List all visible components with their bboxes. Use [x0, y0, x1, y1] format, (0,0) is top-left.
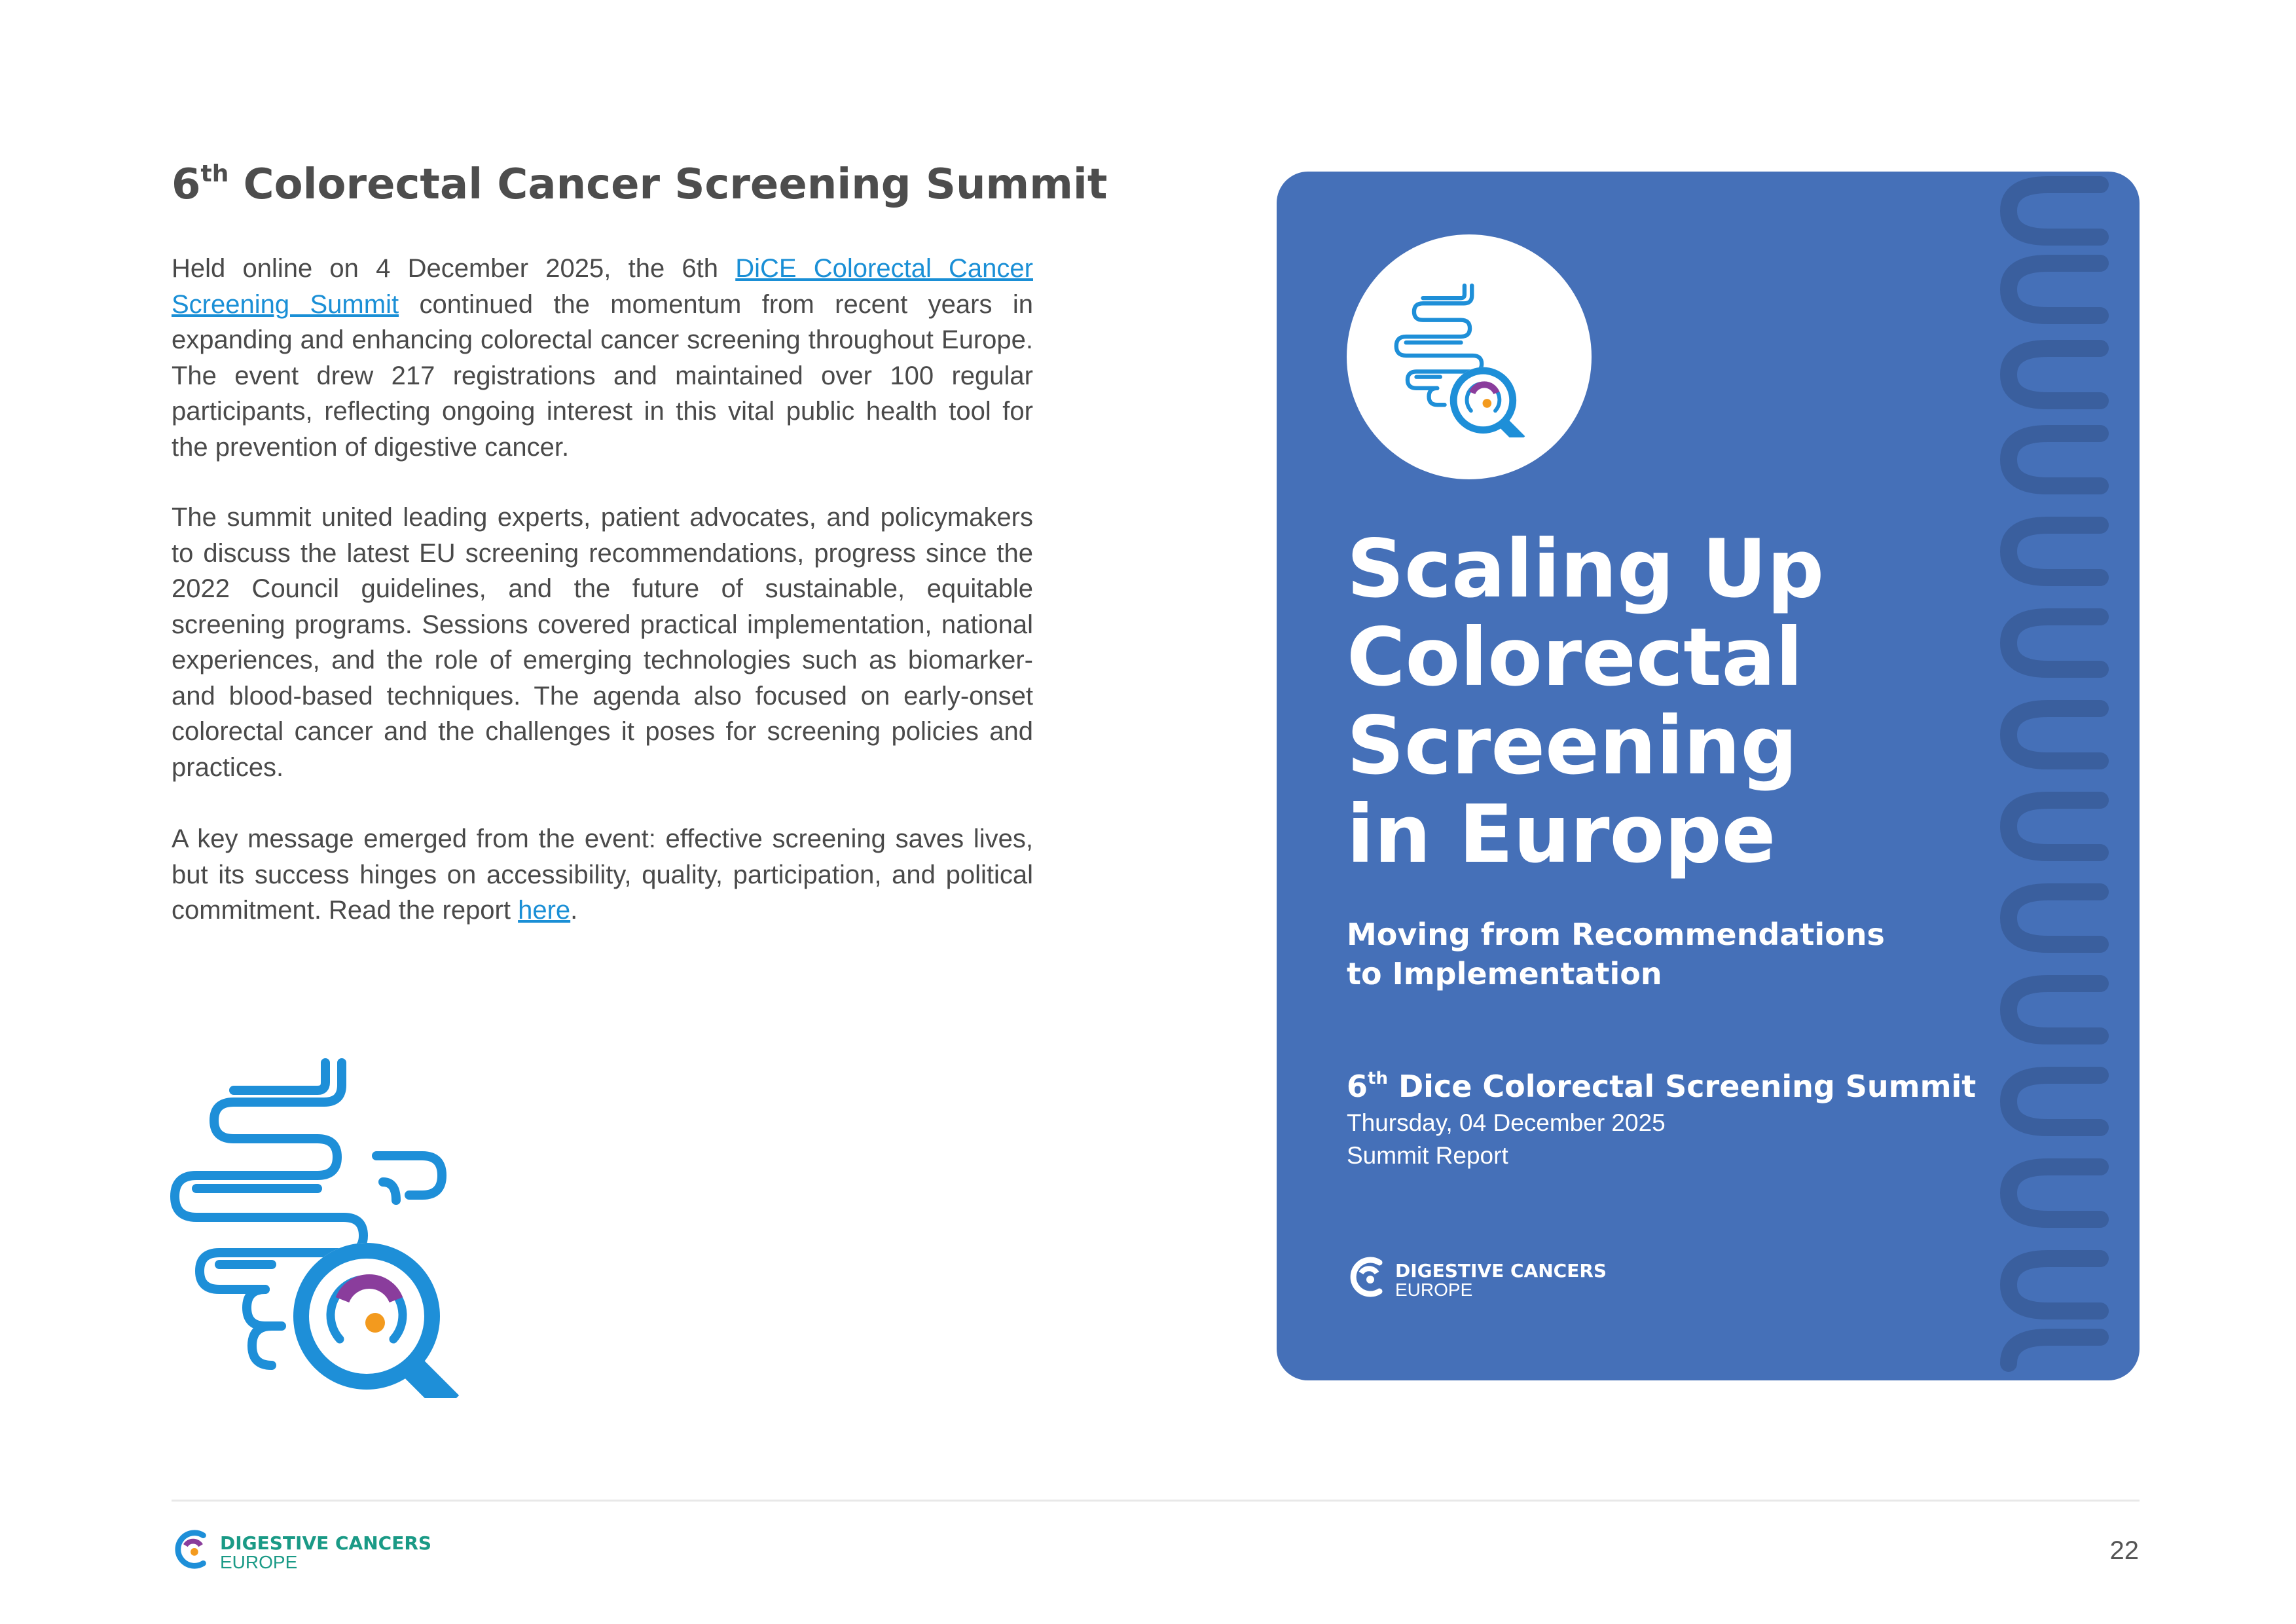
article-paragraph-2: The summit united leading experts, patient advocates, and policymakers to discuss the latest EU screening recommendations, progress since the 2022 Council guidelines, and the future of sustainable, equitable screening programs. Sessions covered practical implementation, national experiences, and the role of emerging technologies such as biomarker- and blood-based techniques. The agenda also focused on early-onset colorectal cancer and the challenges it poses for screening policies and practices. [172, 503, 1033, 782]
cover-brand-logo [1347, 1253, 1648, 1306]
cover-subtitle-line: Moving from Recommendations [1347, 917, 1885, 952]
summit-link[interactable]: DiCE Colorectal Cancer Screening Summit [172, 254, 1033, 319]
cover-title-line: Scaling Up [1347, 523, 1825, 616]
page-number: 22 [2109, 1536, 2139, 1565]
footer-divider [172, 1500, 2140, 1502]
cover-title-line: in Europe [1347, 788, 1776, 881]
report-link[interactable]: here [518, 896, 571, 925]
cover-logo-sub: EUROPE [1395, 1280, 1473, 1300]
intestine-magnifier-icon [167, 1051, 481, 1398]
dice-logo-icon [1347, 1253, 1390, 1301]
cover-title-line: Screening [1347, 699, 1798, 792]
cover-event-name: 6th Dice Colorectal Screening Summit [1347, 1068, 1977, 1104]
intestine-pattern-icon [1969, 172, 2140, 1380]
footer-logo-name: DIGESTIVE CANCERS [220, 1532, 432, 1554]
cover-title [1347, 525, 1936, 879]
cover-event-date: Thursday, 04 December 2025 [1347, 1109, 1666, 1136]
cover-subtitle-line: to Implementation [1347, 956, 1662, 991]
cover-title-line: Colorectal [1347, 611, 1803, 704]
footer-brand-logo [172, 1526, 460, 1578]
dice-logo-icon [172, 1526, 213, 1573]
article-heading: 6th Colorectal Cancer Screening Summit [172, 160, 1108, 209]
cover-logo-name: DIGESTIVE CANCERS [1395, 1260, 1607, 1282]
article-paragraph-1: Held online on 4 December 2025, the 6th DiCE Colorectal Cancer Screening Summit continued the momentum from recent years in expanding and enhancing colorectal cancer screening throughout Europe. The event drew 217 registrations and maintained over 100 regular participants, reflecting ongoing interest in this vital public health tool for the prevention of digestive cancer. [172, 254, 1034, 462]
report-cover[interactable] [1277, 172, 2140, 1380]
footer-logo-sub: EUROPE [220, 1552, 298, 1572]
cover-document-type: Summit Report [1347, 1142, 1508, 1169]
cover-icon-badge [1347, 234, 1592, 479]
cover-subtitle [1347, 915, 1936, 993]
intestine-magnifier-icon [1389, 280, 1539, 437]
article-paragraph-3: A key message emerged from the event: effective screening saves lives, but its success hinges on accessibility, quality, participation, and political commitment. Read the report here. [172, 824, 1033, 925]
